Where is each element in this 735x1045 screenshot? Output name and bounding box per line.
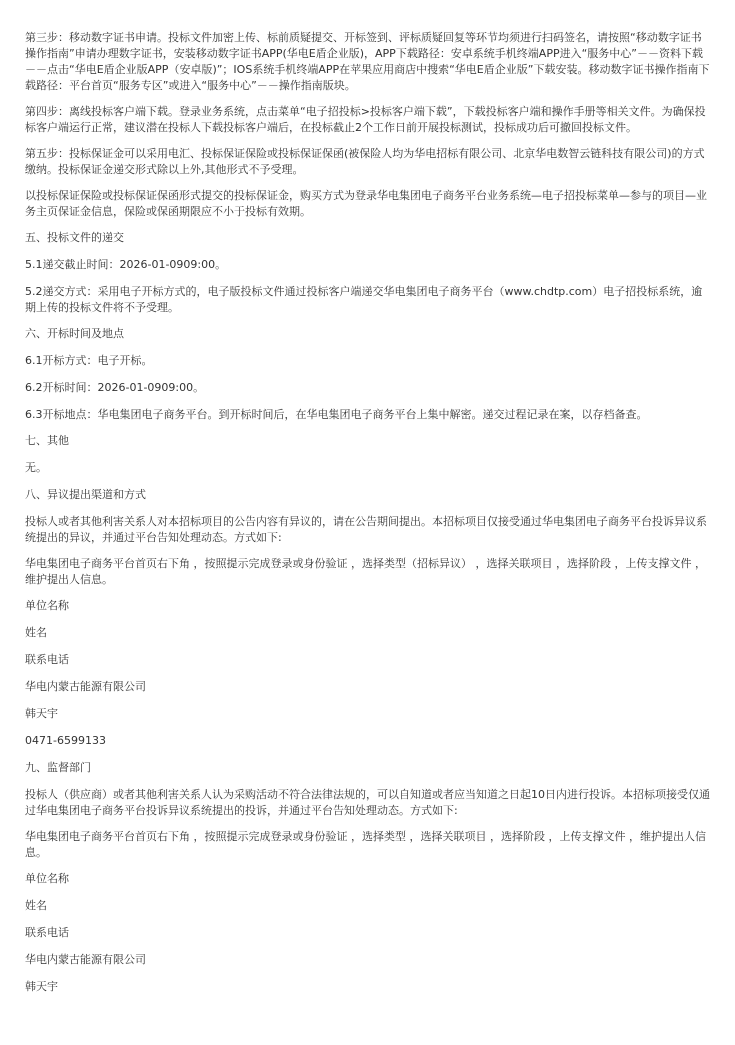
section8-heading: 八、异议提出渠道和方式	[25, 488, 146, 501]
other-text: 无。	[25, 461, 47, 474]
opening-time: 6.2开标时间：2026-01-0909:00。	[25, 381, 205, 394]
objection-steps: 华电集团电子商务平台首页右下角 ，按照提示完成登录或身份验证 ，选择类型（招标异议） ，选择关联项目 ，选择阶段 ，上传支撑文件 ，维护提出人信息。	[25, 557, 706, 586]
complaint-steps: 华电集团电子商务平台首页右下角 ，按照提示完成登录或身份验证 ，选择类型 ，选择关联项目 ，选择阶段 ，上传支撑文件 ，维护提出人信息。	[25, 830, 706, 859]
objection-contact-name: 韩天宇	[25, 707, 58, 720]
complaint-contact-name: 韩天宇	[25, 980, 58, 993]
submission-method: 5.2递交方式：采用电子开标方式的，电子版投标文件通过投标客户端递交华电集团电子商务平台（www.chdtp.com）电子招投标系统，逾期上传的投标文件将不予受理。	[25, 285, 703, 314]
section6-heading: 六、开标时间及地点	[25, 327, 124, 340]
section5-heading: 五、投标文件的递交	[25, 231, 124, 244]
complaint-label-name: 姓名	[25, 899, 47, 912]
complaint-label-unit: 单位名称	[25, 872, 69, 885]
complaint-label-phone: 联系电话	[25, 926, 69, 939]
objection-intro: 投标人或者其他利害关系人对本招标项目的公告内容有异议的，请在公告期间提出。本招标项目仅接受通过华电集团电子商务平台投诉异议系统提出的异议，并通过平台告知处理动态。方式如下:	[25, 515, 707, 544]
submission-deadline: 5.1递交截止时间：2026-01-0909:00。	[25, 258, 227, 271]
section9-heading: 九、监督部门	[25, 761, 91, 774]
objection-unit: 华电内蒙古能源有限公司	[25, 680, 146, 693]
step4-paragraph: 第四步：离线投标客户端下载。登录业务系统，点击菜单“电子招投标>投标客户端下载”，下载投标客户端和操作手册等相关文件。为确保投标客户端运行正常，建议潜在投标人下载投标客户端后，在投标截止2个工作日前开展投标测试，投标成功后可撤回投标文件。	[25, 105, 706, 134]
step3-paragraph: 第三步：移动数字证书申请。投标文件加密上传、标前质疑提交、开标签到、评标质疑回复等环节均须进行扫码签名，请按照“移动数字证书操作指南”申请办理数字证书，安装移动数字证书APP(华电E盾企业版)，APP下载路径：安卓系统手机终端APP进入“服务中心”－－资料下载－－点击“华电E盾企业版APP（安卓版)”；IOS系统手机终端APP在苹果应用商店中搜索“华电E盾企业版”下载安装。移动数字证书操作指南下载路径：平台首页“服务专区”或进入“服务中心”－－操作指南版块。	[25, 31, 710, 92]
complaint-unit: 华电内蒙古能源有限公司	[25, 953, 146, 966]
step5-paragraph: 第五步：投标保证金可以采用电汇、投标保证保险或投标保证保函(被保险人均为华电招标有限公司、北京华电数智云链科技有限公司)的方式缴纳。投标保证金递交形式除以上外,其他形式不予受理。	[25, 147, 705, 176]
opening-location: 6.3开标地点：华电集团电子商务平台。到开标时间后，在华电集团电子商务平台上集中解密。递交过程记录在案，以存档备查。	[25, 408, 648, 421]
objection-label-phone: 联系电话	[25, 653, 69, 666]
objection-contact-phone: 0471-6599133	[25, 734, 106, 747]
complaint-intro: 投标人（供应商）或者其他利害关系人认为采购活动不符合法律法规的，可以自知道或者应当知道之日起10日内进行投诉。本招标项接受仅通过华电集团电子商务平台投诉异议系统提出的投诉，并通过平台告知处理动态。方式如下:	[25, 788, 710, 817]
objection-label-name: 姓名	[25, 626, 47, 639]
guarantee-paragraph: 以投标保证保险或投标保证保函形式提交的投标保证金，购买方式为登录华电集团电子商务平台业务系统—电子招投标菜单—参与的项目—业务主页保证金信息，保险或保函期限应不小于投标有效期。	[25, 189, 707, 218]
section7-heading: 七、其他	[25, 434, 69, 447]
opening-method: 6.1开标方式：电子开标。	[25, 354, 153, 367]
objection-label-unit: 单位名称	[25, 599, 69, 612]
